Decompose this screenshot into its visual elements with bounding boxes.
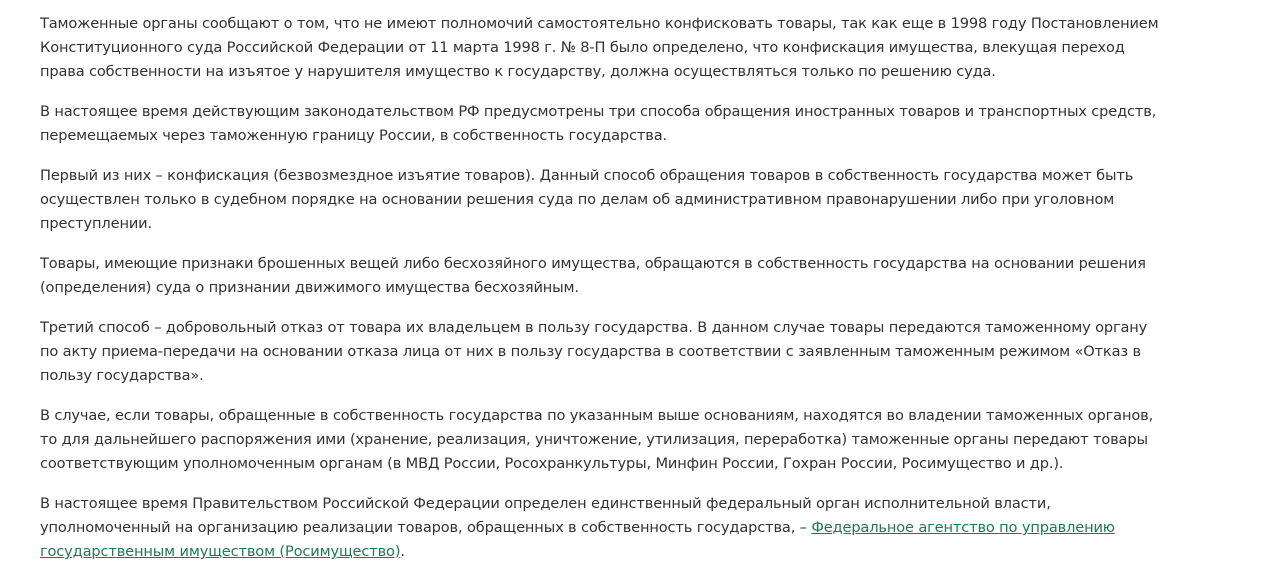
paragraph-disposal-authorities: В случае, если товары, обращенные в собственность государства по указанным выше основаниям, находятся во владении таможенных органов, то для дальнейшего распоряжения ими (хранение, реализация, уничтожение, утилизация, переработка) таможенные органы передают товары соответствующим уполномоченным органам (в МВД России, Росохранкультуры, Минфин России, Гохран России, Росимущество и др.).: [40, 407, 1154, 472]
paragraph-confiscation-authority: Таможенные органы сообщают о том, что не имеют полномочий самостоятельно конфисковать товары, так как еще в 1998 году Постановлением Конституционного суда Российской Федерации от 11 марта 1998 г. № 8-П было определено, что конфискация имущества, влекущая переход права собственности на изъятое у нарушителя имущество к государству, должна осуществляться только по решению суда.: [40, 15, 1159, 80]
paragraph-rosimushchestvo: [40, 492, 1165, 564]
paragraph-three-methods: В настоящее время действующим законодательством РФ предусмотрены три способа обращения иностранных товаров и транспортных средств, перемещаемых через таможенную границу России, в собственность государства.: [40, 103, 1157, 144]
paragraph-text-after-link: .: [400, 543, 405, 560]
paragraph-third-method: Третий способ – добровольный отказ от товара их владельцем в пользу государства. В данном случае товары передаются таможенному органу по акту приема-передачи на основании отказа лица от них в пользу государства в соответствии с заявленным таможенным режимом «Отказ в пользу государства».: [40, 319, 1148, 384]
paragraph-abandoned-goods: Товары, имеющие признаки брошенных вещей либо бесхозяйного имущества, обращаются в собственность государства на основании решения (определения) суда о признании движимого имущества бесхозяйным.: [40, 255, 1146, 296]
paragraph-text-before-link: В настоящее время Правительством Российской Федерации определен единственный федеральный орган исполнительной власти, уполномоченный на организацию реализации товаров, обращенных в собственность государства, –: [40, 495, 1051, 536]
paragraph-first-method: Первый из них – конфискация (безвозмездное изъятие товаров). Данный способ обращения товаров в собственность государства может быть осуществлен только в судебном порядке на основании решения суда по делам об административном правонарушении либо при уголовном преступлении.: [40, 167, 1134, 232]
rosimushchestvo-link[interactable]: Федеральное агентство по управлению государственным имуществом (Росимущество): [40, 519, 1115, 560]
